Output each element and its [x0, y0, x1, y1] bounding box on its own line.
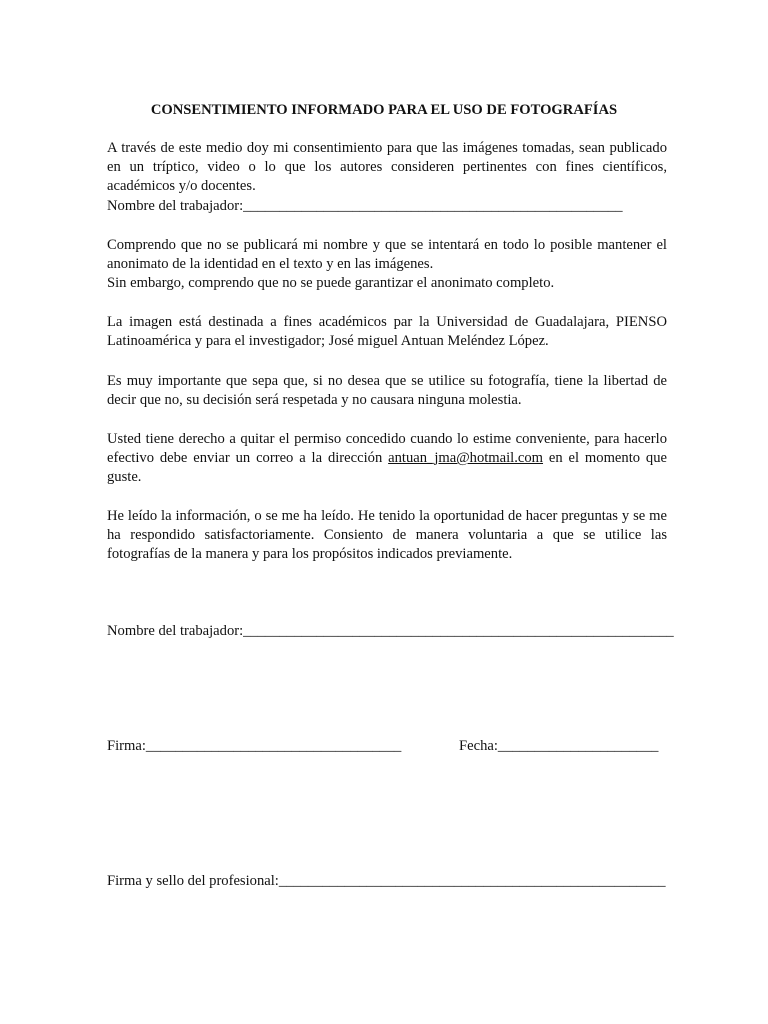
- professional-signature-line: _____________________________________________________: [278, 873, 666, 889]
- date-label: Fecha:: [459, 738, 498, 754]
- worker-name-field-top: [107, 197, 667, 216]
- consent-text: A través de este medio doy mi consentimiento para que las imágenes tomadas, sean publicado en un tríptico, video o lo que los autores consideren pertinentes con fines científicos, académicos y/o docentes.: [107, 140, 667, 195]
- signature-field[interactable]: [107, 737, 401, 756]
- purpose-paragraph: [107, 313, 667, 351]
- withdrawal-paragraph: [107, 430, 667, 488]
- worker-name-line: ___________________________________________________________: [243, 623, 674, 639]
- worker-name-signature-field[interactable]: [107, 622, 674, 641]
- contact-email-link[interactable]: antuan_jma@hotmail.com: [388, 450, 544, 467]
- acknowledgement-paragraph: [107, 507, 667, 565]
- purpose-text: La imagen está destinada a fines académicos par la Universidad de Guadalajara, PIENSO Latinoamérica y para el investigador; José miguel Antuan Meléndez López.: [107, 314, 667, 350]
- consent-paragraph: [107, 139, 667, 216]
- anonymity-disclaimer: Sin embargo, comprendo que no se puede garantizar el anonimato completo.: [107, 275, 555, 292]
- professional-signature-label: Firma y sello del profesional:: [107, 873, 279, 889]
- withdrawal-text-start: Usted tiene derecho a quitar el permiso concedido cuando lo estime conveniente, para hacerlo efectivo debe enviar un correo a la dirección: [107, 431, 667, 467]
- acknowledgement-text: He leído la información, o se me ha leído. He tenido la oportunidad de hacer preguntas y se me ha respondido satisfactoriamente. Consiento de manera voluntaria a que se utilice las fotografías de la manera y para los propósitos indicados previamente.: [107, 508, 667, 563]
- signature-line: ___________________________________: [145, 738, 402, 754]
- date-field[interactable]: [459, 737, 658, 756]
- withdrawal-text: [107, 430, 667, 488]
- worker-name-label-top: Nombre del trabajador:: [107, 197, 244, 214]
- date-line: ______________________: [497, 738, 659, 754]
- worker-name-label: Nombre del trabajador:: [107, 623, 244, 639]
- worker-name-line-top: ____________________________________________________: [243, 197, 623, 214]
- document-title: CONSENTIMIENTO INFORMADO PARA EL USO DE FOTOGRAFÍAS: [150, 102, 618, 118]
- voluntary-paragraph: [107, 372, 667, 410]
- anonymity-paragraph: [107, 236, 667, 294]
- voluntary-text: Es muy importante que sepa que, si no desea que se utilice su fotografía, tiene la libertad de decir que no, su decisión será respetada y no causara ninguna molestia.: [107, 373, 667, 409]
- anonymity-text: Comprendo que no se publicará mi nombre y que se intentará en todo lo posible mantener el anonimato de la identidad en el texto y en las imágenes.: [107, 237, 667, 273]
- withdrawal-text-end: en el momento que guste.: [107, 450, 667, 486]
- signature-label: Firma:: [107, 738, 146, 754]
- professional-signature-field[interactable]: [107, 872, 666, 891]
